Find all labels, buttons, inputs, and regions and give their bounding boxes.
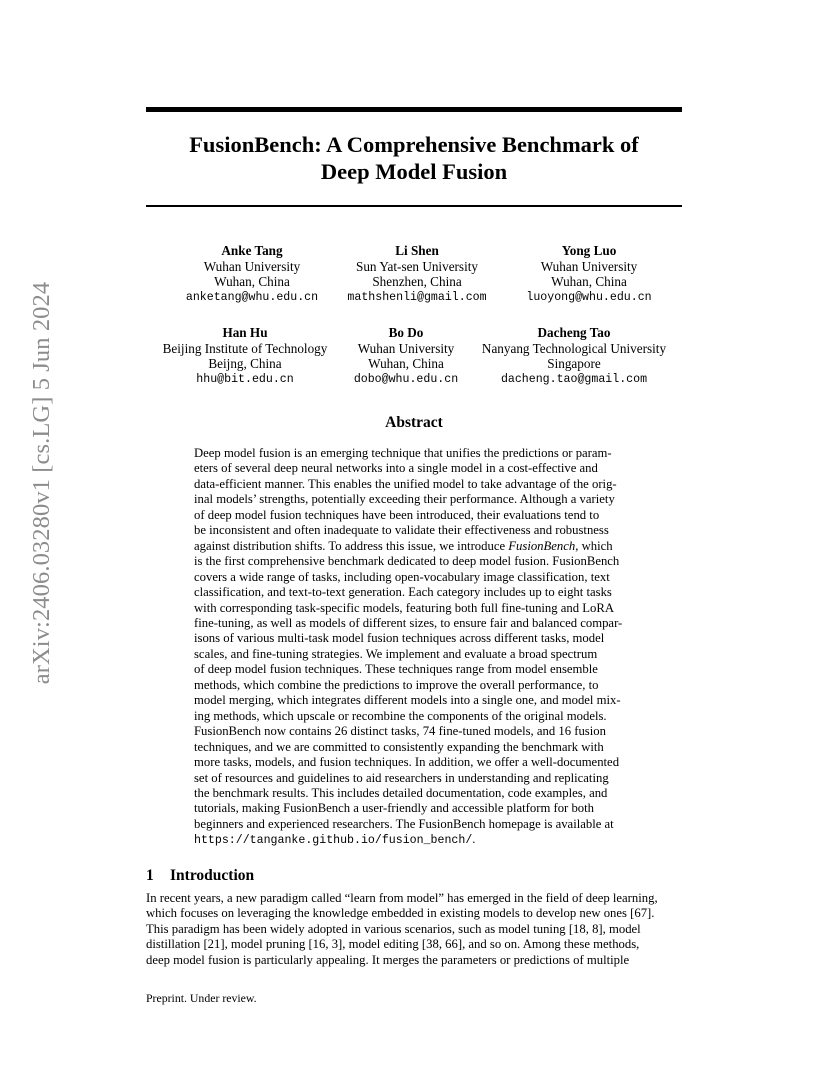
author-name: Yong Luo [561,243,617,258]
author-location: Wuhan, China [368,356,444,371]
author-email: anketang@whu.edu.cn [185,290,319,304]
author-email: hhu@bit.edu.cn [196,372,294,386]
author-affiliation: Sun Yat-sen University [356,258,478,274]
author-email: dacheng.tao@gmail.com [500,372,648,386]
section-number: 1 [146,867,154,884]
author-block [479,243,699,305]
author-email: mathshenli@gmail.com [347,290,487,304]
paper-title [146,131,682,185]
abstract-emphasis: FusionBench [508,538,576,553]
author-block [464,325,684,387]
title-bottom-rule [146,205,682,207]
author-name: Anke Tang [221,243,283,258]
author-affiliation: Beijing Institute of Technology [162,340,328,356]
homepage-link[interactable]: https://tanganke.github.io/fusion_bench/ [194,834,473,848]
author-location: Beijng, China [208,356,282,371]
arxiv-identifier-text: arXiv:2406.03280v1 [cs.LG] 5 Jun 2024 [28,281,55,685]
introduction-body: In recent years, a new paradigm called “learn from model” has emerged in the field of deep learning, which focuses on leveraging the knowledge embedded in existing models to develop new ones [67]. This paradigm has been widely adopted in various scenarios, such as model tuning [18, 8], model distillation [21], model pruning [16, 3], model editing [38, 66], and so on. Among these methods, deep model fusion is particularly appealing. It merges the parameters or predictions of multiple [146,891,658,967]
page-footer: Preprint. Under review. [146,991,257,1005]
author-name: Dacheng Tao [537,325,611,340]
abstract-body [194,446,636,849]
author-affiliation: Wuhan University [357,340,455,356]
abstract-closing: . [472,832,476,847]
section-title: Introduction [170,867,255,884]
author-location: Shenzhen, China [372,274,462,289]
author-location: Singapore [547,356,601,371]
title-top-rule [146,107,682,112]
author-name: Bo Do [388,325,424,340]
author-affiliation: Wuhan University [540,258,638,274]
author-name: Li Shen [395,243,439,258]
abstract-text-part-1: Deep model fusion is an emerging technique that unifies the predictions or param- eters of several deep neural networks into a single model in a cost-effective and data-efficient manner. This enables the unified model to take advantage of the orig- inal models’ strengths, potentially exceeding their performance. Although a variety of deep model fusion techniques have been introduced, their evaluations tend to be inconsistent and often inadequate to validate their effectiveness and robustness against distribution shifts. To address this issue, we introduce [194,446,617,553]
author-name: Han Hu [222,325,268,340]
author-affiliation: Wuhan University [203,258,301,274]
author-email: luoyong@whu.edu.cn [526,290,652,304]
author-email: dobo@whu.edu.cn [353,372,459,386]
abstract-text-part-2: , which is the first comprehensive benchmark dedicated to deep model fusion. FusionBench covers a wide range of tasks, including open-vocabulary image classification, text classification, and text-to-text generation. Each category includes up to eight tasks with corresponding task-specific models, featuring both full fine-tuning and LoRA fine-tuning, as well as models of different sizes, to ensure fair and balanced compar- isons of various multi-task model fusion techniques across different tasks, model scales, and fine-tuning strategies. We implement and evaluate a broad spectrum of deep model fusion techniques. These techniques range from model ensemble methods, which combine the predictions to improve the overall performance, to model merging, which integrates different models into a single one, and model mix- ing methods, which upscale or recombine the components of the original models. FusionBench now contains 26 distinct tasks, 74 fine-tuned models, and 16 fusion techniques, and we are committed to consistently expanding the benchmark with more tasks, models, and fusion techniques. In addition, we offer a well-documented set of resources and guidelines to aid researchers in understanding and replicating the benchmark results. This includes detailed documentation, code examples, and tutorials, making FusionBench a user-friendly and accessible platform for both beginners and experienced researchers. The FusionBench homepage is available at [194,538,623,831]
arxiv-identifier-stamp [22,281,62,685]
author-location: Wuhan, China [214,274,290,289]
paper-title-line-2: Deep Model Fusion [320,159,508,184]
section-heading-introduction [146,867,254,885]
author-location: Wuhan, China [551,274,627,289]
abstract-heading: Abstract [385,414,443,431]
author-affiliation: Nanyang Technological University [481,340,667,356]
paper-title-line-1: FusionBench: A Comprehensive Benchmark of [189,132,639,157]
